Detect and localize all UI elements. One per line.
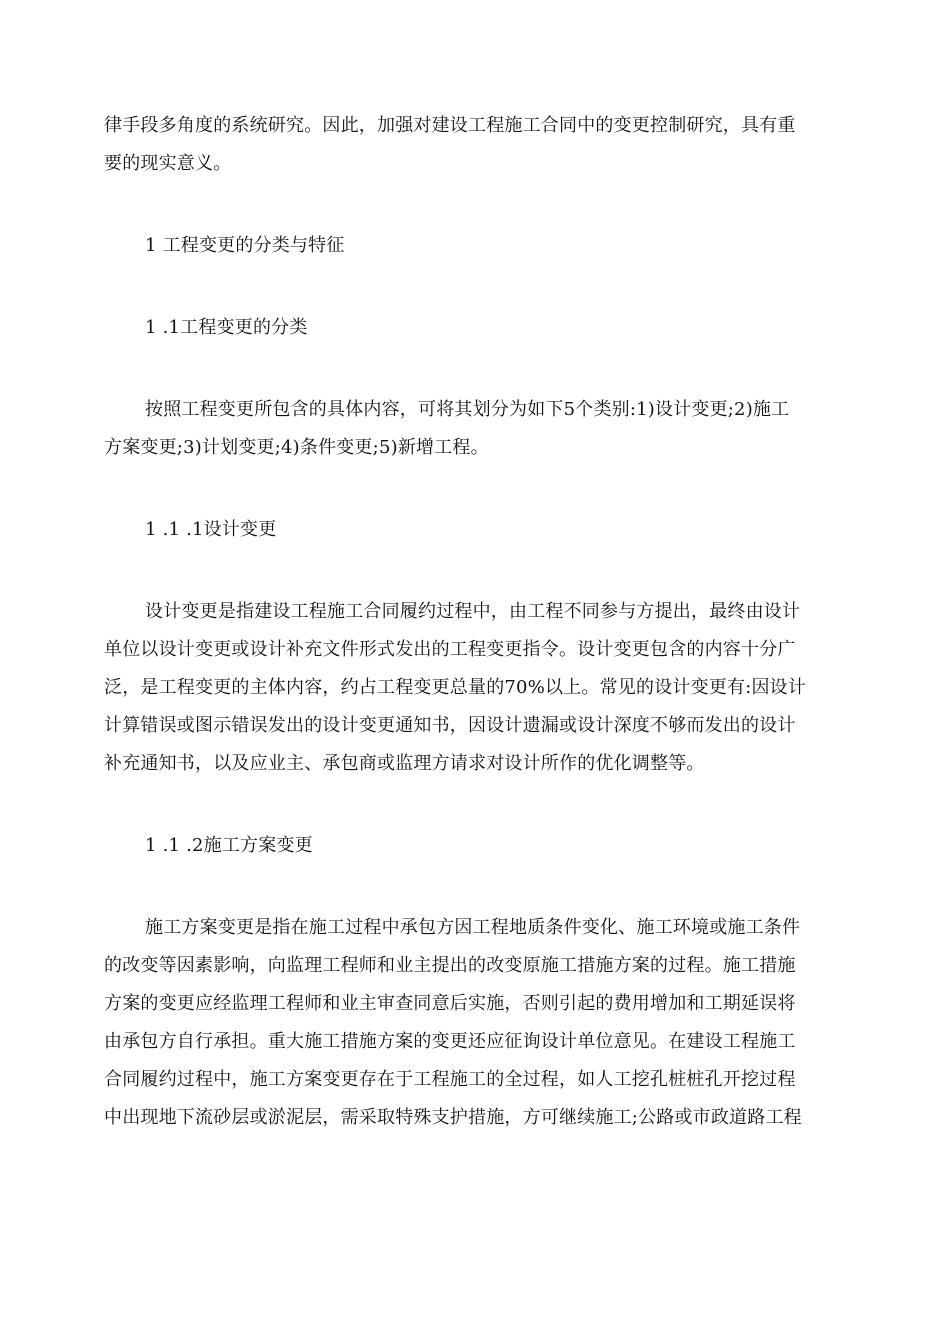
intro-line-2: 要的现实意义。 (104, 153, 232, 174)
section-heading-1-1: 1 .1工程变更的分类 (145, 317, 308, 338)
document-body (104, 107, 844, 1137)
design-change-paragraph-line-3: 泛，是工程变更的主体内容，约占工程变更总量的70%以上。常见的设计变更有:因设计 (104, 677, 807, 698)
intro-line-1: 律手段多角度的系统研究。因此，加强对建设工程施工合同中的变更控制研究，具有重 (104, 115, 796, 136)
construction-plan-paragraph-line-6: 中出现地下流砂层或淤泥层，需采取特殊支护措施，方可继续施工;公路或市政道路工程 (104, 1107, 802, 1128)
section-heading-1-1-1: 1 .1 .1设计变更 (145, 519, 277, 540)
section-heading-1-1-2: 1 .1 .2施工方案变更 (145, 835, 313, 856)
construction-plan-paragraph-line-5: 合同履约过程中，施工方案变更存在于工程施工的全过程，如人工挖孔桩桩孔开挖过程 (104, 1069, 796, 1090)
design-change-paragraph-line-5: 补充通知书，以及应业主、承包商或监理方请求对设计所作的优化调整等。 (104, 753, 705, 774)
classification-paragraph-line-2: 方案变更;3)计划变更;4)条件变更;5)新增工程。 (104, 437, 489, 458)
classification-paragraph-line-1: 按照工程变更所包含的具体内容，可将其划分为如下5个类别:1)设计变更;2)施工 (145, 399, 790, 420)
construction-plan-paragraph-line-3: 方案的变更应经监理工程师和业主审查同意后实施，否则引起的费用增加和工期延误将 (104, 993, 796, 1014)
section-heading-1: 1 工程变更的分类与特征 (145, 235, 345, 256)
design-change-paragraph-line-1: 设计变更是指建设工程施工合同履约过程中，由工程不同参与方提出，最终由设计 (145, 601, 801, 622)
construction-plan-paragraph-line-2: 的改变等因素影响，向监理工程师和业主提出的改变原施工措施方案的过程。施工措施 (104, 955, 796, 976)
construction-plan-paragraph-line-1: 施工方案变更是指在施工过程中承包方因工程地质条件变化、施工环境或施工条件 (145, 917, 801, 938)
design-change-paragraph-line-4: 计算错误或图示错误发出的设计变更通知书，因设计遗漏或设计深度不够而发出的设计 (104, 715, 796, 736)
design-change-paragraph-line-2: 单位以设计变更或设计补充文件形式发出的工程变更指令。设计变更包含的内容十分广 (104, 639, 796, 660)
construction-plan-paragraph-line-4: 由承包方自行承担。重大施工措施方案的变更还应征询设计单位意见。在建设工程施工 (104, 1031, 796, 1052)
